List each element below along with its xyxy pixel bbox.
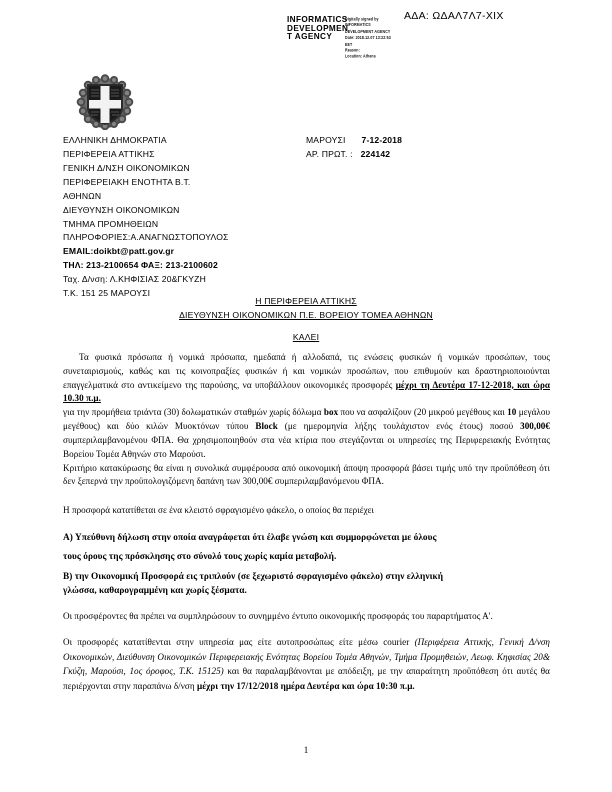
para2-text-e: συμπεριλαμβανομένου ΦΠΑ. Θα χρησιμοποιηθούν στα νέα κτίρια που στεγάζονται οι υπηρεσίες της Περιφερειακής Ενότητας Βορείου Τομέα Αθηνών στο Μαρούσι. <box>63 434 550 459</box>
protocol-number: 224142 <box>360 148 391 159</box>
stamp-line: Reason: <box>345 47 360 53</box>
page-number: 1 <box>303 745 309 755</box>
esignature-line-3: T AGENCY <box>287 32 333 42</box>
stamp-line: EET <box>345 41 353 47</box>
issuer-postal-code: Τ.Κ. 151 25 ΜΑΡΟΥΣΙ <box>63 288 151 299</box>
issuer-street-address: Ταχ. Δ/νση: Λ.ΚΗΦΙΣΙΑΣ 20&ΓΚΥΖΗ <box>63 274 206 285</box>
budget-amount: 300,00€ <box>520 421 550 432</box>
submission-deadline-2: μέχρι την 17/12/2018 ημέρα Δευτέρα και ώρα 10:30 π.μ. <box>196 680 415 691</box>
stamp-line: Digitally signed by <box>345 17 379 22</box>
title-line-2-text: ΔΙΕΥΘΥΝΣΗ ΟΙΚΟΝΟΜΙΚΩΝ Π.Ε. ΒΟΡΕΙΟΥ ΤΟΜΕΑ ΑΘΗΝΩΝ <box>179 310 433 321</box>
esignature-line-2: DEVELOPMEN <box>287 23 349 33</box>
stamp-line: INFORMATICS <box>345 23 371 28</box>
hellenic-republic-coat-of-arms-icon <box>76 72 134 130</box>
issuer-line: ΑΘΗΝΩΝ <box>63 190 102 201</box>
issuer-address-block <box>63 134 303 301</box>
protocol-row <box>306 148 402 162</box>
paragraph-invitation <box>63 351 550 406</box>
stamp-line: Location: Athens <box>345 54 376 59</box>
issuer-line: ΠΕΡΙΦΕΡΕΙΑΚΗ ΕΝΟΤΗΤΑ Β.Τ. <box>63 176 191 187</box>
para6-text-b: και θα παραλαμβάνονται με απόδειξη, με την απαραίτητη προϋπόθεση ότι αυτές θα περιέρχονται στην παραπάνω δ/νση <box>63 666 550 691</box>
issuer-line: ΤΜΗΜΑ ΠΡΟΜΗΘΕΙΩΝ <box>63 218 159 229</box>
document-body <box>63 351 550 694</box>
issue-place: ΜΑΡΟΥΣΙ <box>306 135 346 145</box>
issuer-contact-person: ΠΛΗΡΟΦΟΡΙΕΣ:Α.ΑΝΑΓΝΩΣΤΟΠΟΥΛΟΣ <box>63 232 229 243</box>
esignature-stamp <box>345 17 415 60</box>
paragraph-annex-form: Οι προσφέροντες θα πρέπει να συμπληρώσουν το συνημμένο έντυπο οικονομικής προσφοράς του παραρτήματος Α'. <box>63 611 493 621</box>
para1-text: Τα φυσικά πρόσωπα ή νομικά πρόσωπα, ημεδαπά ή αλλοδαπά, τις ενώσεις φυσικών ή νομικών προσώπων, τους συνεταιρισμούς, καθώς και τις κοινοπραξίες φυσικών ή και νομικών προσώπων, που επιθυμούν και δραστηριοποιούνται επαγγελματικά στο αντικείμενο της παρούσης, να υποβάλλουν οικονομικές προσφορές <box>63 352 550 390</box>
invitation-heading <box>0 332 612 342</box>
esignature-line-1: INFORMATICS <box>287 15 348 24</box>
paragraph-supply-description <box>63 406 550 461</box>
issue-date: 7-12-2018 <box>361 135 403 145</box>
paragraph-envelope-contents: Η προσφορά κατατίθεται σε ένα κλειστό σφραγισμένο φάκελο, ο οποίος θα περιέχει <box>63 505 375 516</box>
issuer-line: ΠΕΡΙΦΕΡΕΙΑ ΑΤΤΙΚΗΣ <box>63 148 155 159</box>
section-a-line-1: Α) Υπεύθυνη δήλωση στην οποία αναγράφεται ότι έλαβε γνώση και συμμορφώνεται με όλους <box>63 532 437 543</box>
title-line-1 <box>0 294 612 308</box>
document-reference-block <box>306 134 402 162</box>
stamp-line: DEVELOPMENT AGENCY <box>345 29 391 34</box>
document-title <box>0 294 612 322</box>
paragraph-submission-address <box>63 635 550 694</box>
product-type-block: Block <box>255 421 278 432</box>
invitation-heading-text: ΚΑΛΕΙ <box>292 332 320 342</box>
delivery-address: (Περιφέρεια Αττικής, Γενική Δ/νση Οικονομικών, Διεύθυνση Οικονομικών Περιφερειακής Ενότητας Βορείου Τομέα Αθηνών, Τμήμα Προμηθειών, Λεωφ. Κηφισίας 20& Γκύζη, Μαρούσι, 1ος όροφος, Τ.Κ. 15125) <box>63 636 550 677</box>
issuer-phone-fax: ΤΗΛ: 213-2100654 ΦΑΞ: 213-2100602 <box>63 260 218 271</box>
submission-deadline-1: μέχρι τη Δευτέρα 17-12-2018, και ώρα 10.30 π.μ. <box>63 379 551 404</box>
para2-text-c: μεγάλου μεγέθους) και δύο κιλών Μυοκτόνων τύπου <box>63 407 551 432</box>
para2-text-d: (με ημερομηνία λήξης τουλάχιστον ενός έτους) ποσού <box>277 421 521 432</box>
title-line-2 <box>0 308 612 322</box>
issuer-line: ΓΕΝΙΚΗ Δ/ΝΣΗ ΟΙΚΟΝΟΜΙΚΩΝ <box>63 162 190 173</box>
issuer-line: ΔΙΕΥΘΥΝΣΗ ΟΙΚΟΝΟΜΙΚΩΝ <box>63 204 180 215</box>
issue-place-date-row <box>306 134 402 148</box>
stamp-line: Date: 2018.12.07 13:22:53 <box>345 35 391 41</box>
quantity-large: 10 <box>507 407 517 418</box>
para2-text-b: που να ασφαλίζουν (20 μικρού μεγέθους και <box>338 407 508 418</box>
para6-text-a: Οι προσφορές κατατίθενται στην υπηρεσία μας είτε αυτοπροσώπως είτε μέσω courier <box>63 636 415 647</box>
para2-text-a: για την προμήθεια τριάντα (30) δολωματικών σταθμών χωρίς δόλωμα <box>63 407 324 418</box>
protocol-label: ΑΡ. ΠΡΩΤ. : <box>306 148 353 159</box>
section-b-line-1: Β) την Οικονομική Προσφορά εις τριπλούν (σε ξεχωριστό σφραγισμένο φάκελο) στην ελληνική <box>63 572 444 583</box>
issuer-email: EMAIL:doikbt@patt.gov.gr <box>63 246 175 257</box>
product-type-box: box <box>323 407 339 418</box>
section-b-line-2: γλώσσα, καθαρογραμμένη και χωρίς ξέσματα. <box>63 586 247 597</box>
paragraph-award-criterion: Κριτήριο κατακύρωσης θα είναι η συνολικά συμφέρουσα από οικονομική άποψη προσφορά βάσει τιμής υπό την προϋπόθεση ότι δεν ξεπερνά την προϋπολογιζόμενη δαπάνη των 300,00€ συμπεριλαμβανόμενου ΦΠΑ. <box>63 462 550 487</box>
section-a-line-2: τους όρους της πρόσκλησης στο σύνολό τους χωρίς καμία μεταβολή. <box>63 551 337 562</box>
title-line-1-text: Η ΠΕΡΙΦΕΡΕΙΑ ΑΤΤΙΚΗΣ <box>255 296 357 306</box>
ada-code: ΑΔΑ: ΩΔΑΛ7Λ7-ΧΙΧ <box>404 10 504 22</box>
issuer-line: ΕΛΛΗΝΙΚΗ ΔΗΜΟΚΡΑΤΙΑ <box>63 135 167 145</box>
